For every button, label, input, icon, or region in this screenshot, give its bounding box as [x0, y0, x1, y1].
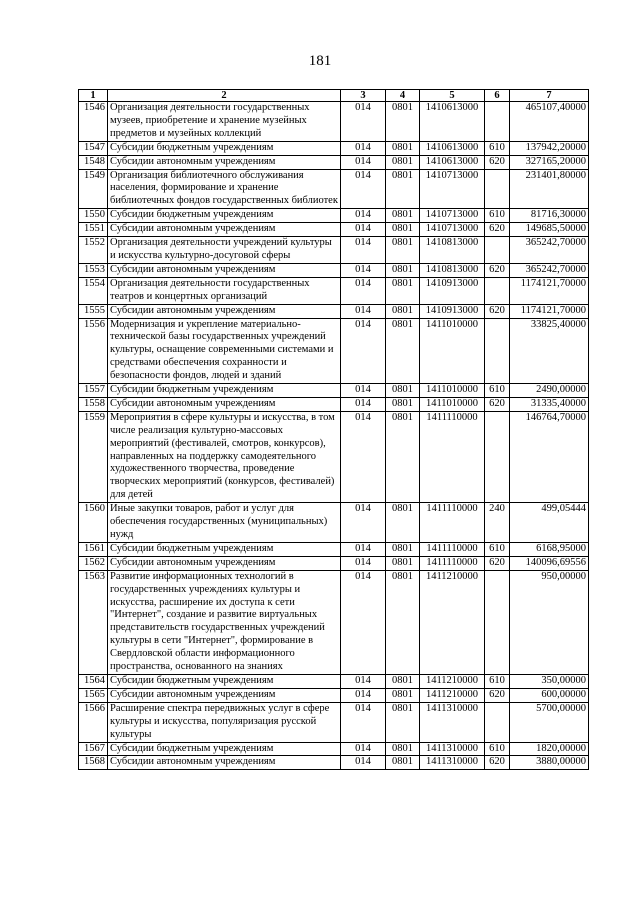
- department-code: 014: [341, 702, 386, 742]
- expense-type-code: 620: [485, 397, 510, 411]
- table-body: [79, 102, 589, 770]
- section-code: 0801: [386, 756, 420, 770]
- department-code: 014: [341, 570, 386, 674]
- section-code: 0801: [386, 141, 420, 155]
- department-code: 014: [341, 384, 386, 398]
- expense-type-code: 610: [485, 384, 510, 398]
- table-row: [79, 169, 589, 209]
- amount: 365242,70000: [510, 263, 589, 277]
- section-code: 0801: [386, 237, 420, 264]
- row-name: Модернизация и укрепление материально-технической базы государственных учреждений культуры, оснащение современными системами и средствами обеспечения сохранности и безопасности фондов, людей и зданий: [108, 318, 341, 384]
- column-header: 3: [341, 90, 386, 102]
- amount: 140096,69556: [510, 556, 589, 570]
- table-row: [79, 277, 589, 304]
- amount: 31335,40000: [510, 397, 589, 411]
- table-row: [79, 503, 589, 543]
- row-number: 1559: [79, 411, 108, 502]
- row-name: Организация библиотечного обслуживания населения, формирование и хранение библиотечных фондов государственных библиотек: [108, 169, 341, 209]
- expense-type-code: 620: [485, 556, 510, 570]
- row-number: 1558: [79, 397, 108, 411]
- department-code: 014: [341, 411, 386, 502]
- department-code: 014: [341, 263, 386, 277]
- section-code: 0801: [386, 702, 420, 742]
- row-number: 1568: [79, 756, 108, 770]
- table-row: [79, 688, 589, 702]
- table-row: [79, 542, 589, 556]
- expense-type-code: 620: [485, 223, 510, 237]
- expense-type-code: 620: [485, 263, 510, 277]
- expense-type-code: 610: [485, 542, 510, 556]
- row-number: 1556: [79, 318, 108, 384]
- amount: 465107,40000: [510, 102, 589, 142]
- amount: 81716,30000: [510, 209, 589, 223]
- section-code: 0801: [386, 102, 420, 142]
- expense-type-code: [485, 102, 510, 142]
- target-item-code: 1411210000: [420, 674, 485, 688]
- table-row: [79, 556, 589, 570]
- target-item-code: 1411210000: [420, 570, 485, 674]
- expense-type-code: 610: [485, 209, 510, 223]
- target-item-code: 1410713000: [420, 223, 485, 237]
- row-number: 1547: [79, 141, 108, 155]
- section-code: 0801: [386, 384, 420, 398]
- table-row: [79, 318, 589, 384]
- row-name: Субсидии бюджетным учреждениям: [108, 542, 341, 556]
- target-item-code: 1411210000: [420, 688, 485, 702]
- row-number: 1565: [79, 688, 108, 702]
- target-item-code: 1410913000: [420, 304, 485, 318]
- table-row: [79, 756, 589, 770]
- amount: 327165,20000: [510, 155, 589, 169]
- amount: 600,00000: [510, 688, 589, 702]
- target-item-code: 1410913000: [420, 277, 485, 304]
- table-row: [79, 674, 589, 688]
- section-code: 0801: [386, 503, 420, 543]
- department-code: 014: [341, 756, 386, 770]
- row-number: 1555: [79, 304, 108, 318]
- amount: 365242,70000: [510, 237, 589, 264]
- target-item-code: 1411010000: [420, 384, 485, 398]
- table-row: [79, 263, 589, 277]
- section-code: 0801: [386, 556, 420, 570]
- department-code: 014: [341, 155, 386, 169]
- table-row: [79, 155, 589, 169]
- target-item-code: 1411110000: [420, 503, 485, 543]
- row-name: Организация деятельности государственных музеев, приобретение и хранение музейных предметов и музейных коллекций: [108, 102, 341, 142]
- row-name: Субсидии бюджетным учреждениям: [108, 141, 341, 155]
- row-name: Субсидии автономным учреждениям: [108, 556, 341, 570]
- expense-type-code: 240: [485, 503, 510, 543]
- row-number: 1549: [79, 169, 108, 209]
- expense-type-code: [485, 318, 510, 384]
- section-code: 0801: [386, 542, 420, 556]
- row-number: 1562: [79, 556, 108, 570]
- target-item-code: 1410813000: [420, 263, 485, 277]
- department-code: 014: [341, 102, 386, 142]
- column-header: 1: [79, 90, 108, 102]
- expense-type-code: [485, 411, 510, 502]
- amount: 33825,40000: [510, 318, 589, 384]
- expense-type-code: [485, 702, 510, 742]
- section-code: 0801: [386, 304, 420, 318]
- column-header: 2: [108, 90, 341, 102]
- amount: 1174121,70000: [510, 277, 589, 304]
- row-number: 1563: [79, 570, 108, 674]
- target-item-code: 1410713000: [420, 169, 485, 209]
- section-code: 0801: [386, 277, 420, 304]
- target-item-code: 1411110000: [420, 542, 485, 556]
- table-row: [79, 102, 589, 142]
- row-name: Субсидии автономным учреждениям: [108, 688, 341, 702]
- department-code: 014: [341, 674, 386, 688]
- amount: 499,05444: [510, 503, 589, 543]
- department-code: 014: [341, 237, 386, 264]
- department-code: 014: [341, 397, 386, 411]
- amount: 1174121,70000: [510, 304, 589, 318]
- section-code: 0801: [386, 688, 420, 702]
- amount: 2490,00000: [510, 384, 589, 398]
- header-row: [79, 90, 589, 102]
- expense-type-code: 610: [485, 674, 510, 688]
- table-row: [79, 411, 589, 502]
- department-code: 014: [341, 277, 386, 304]
- row-number: 1554: [79, 277, 108, 304]
- expense-type-code: 620: [485, 304, 510, 318]
- row-number: 1561: [79, 542, 108, 556]
- department-code: 014: [341, 209, 386, 223]
- table-row: [79, 397, 589, 411]
- row-name: Субсидии бюджетным учреждениям: [108, 209, 341, 223]
- target-item-code: 1410613000: [420, 155, 485, 169]
- row-name: Субсидии автономным учреждениям: [108, 223, 341, 237]
- department-code: 014: [341, 542, 386, 556]
- amount: 350,00000: [510, 674, 589, 688]
- department-code: 014: [341, 223, 386, 237]
- expense-type-code: [485, 570, 510, 674]
- department-code: 014: [341, 141, 386, 155]
- amount: 149685,50000: [510, 223, 589, 237]
- table-row: [79, 237, 589, 264]
- row-name: Субсидии автономным учреждениям: [108, 397, 341, 411]
- row-name: Развитие информационных технологий в государственных учреждениях культуры и искусства, расширение их доступа к сети "Интернет", создание и развитие виртуальных представительств государственных учреждений культуры в сети "Интернет", формирование в Свердловской области информационного пространства, основанного на знаниях: [108, 570, 341, 674]
- row-name: Субсидии автономным учреждениям: [108, 304, 341, 318]
- department-code: 014: [341, 556, 386, 570]
- column-header: 4: [386, 90, 420, 102]
- section-code: 0801: [386, 223, 420, 237]
- page-number: 181: [308, 53, 332, 69]
- expense-type-code: 620: [485, 688, 510, 702]
- row-name: Организация деятельности государственных театров и концертных организаций: [108, 277, 341, 304]
- target-item-code: 1411310000: [420, 742, 485, 756]
- section-code: 0801: [386, 209, 420, 223]
- row-name: Субсидии автономным учреждениям: [108, 756, 341, 770]
- row-name: Субсидии автономным учреждениям: [108, 155, 341, 169]
- target-item-code: 1411310000: [420, 756, 485, 770]
- row-number: 1564: [79, 674, 108, 688]
- section-code: 0801: [386, 169, 420, 209]
- amount: 3880,00000: [510, 756, 589, 770]
- row-name: Субсидии бюджетным учреждениям: [108, 384, 341, 398]
- department-code: 014: [341, 318, 386, 384]
- table-row: [79, 209, 589, 223]
- expense-type-code: 610: [485, 742, 510, 756]
- table-row: [79, 384, 589, 398]
- section-code: 0801: [386, 263, 420, 277]
- table-row: [79, 742, 589, 756]
- row-number: 1566: [79, 702, 108, 742]
- target-item-code: 1411110000: [420, 556, 485, 570]
- row-number: 1548: [79, 155, 108, 169]
- row-name: Расширение спектра передвижных услуг в сфере культуры и искусства, популяризация русской культуры: [108, 702, 341, 742]
- target-item-code: 1411010000: [420, 397, 485, 411]
- column-header: 7: [510, 90, 589, 102]
- amount: 950,00000: [510, 570, 589, 674]
- amount: 6168,95000: [510, 542, 589, 556]
- expense-type-code: 620: [485, 155, 510, 169]
- target-item-code: 1411010000: [420, 318, 485, 384]
- section-code: 0801: [386, 318, 420, 384]
- department-code: 014: [341, 304, 386, 318]
- row-number: 1557: [79, 384, 108, 398]
- row-number: 1546: [79, 102, 108, 142]
- amount: 1820,00000: [510, 742, 589, 756]
- row-name: Мероприятия в сфере культуры и искусства, в том числе реализация культурно-массовых мероприятий (фестивалей, смотров, конкурсов), направленных на поддержку самодеятельного художественного творчества, проведение творческих мероприятий (конкурсов, фестивалей) для детей: [108, 411, 341, 502]
- column-header: 5: [420, 90, 485, 102]
- target-item-code: 1411110000: [420, 411, 485, 502]
- row-number: 1560: [79, 503, 108, 543]
- row-number: 1551: [79, 223, 108, 237]
- department-code: 014: [341, 503, 386, 543]
- department-code: 014: [341, 742, 386, 756]
- section-code: 0801: [386, 411, 420, 502]
- table-row: [79, 702, 589, 742]
- row-name: Субсидии бюджетным учреждениям: [108, 742, 341, 756]
- expense-type-code: 610: [485, 141, 510, 155]
- target-item-code: 1410613000: [420, 102, 485, 142]
- row-name: Иные закупки товаров, работ и услуг для обеспечения государственных (муниципальных) нужд: [108, 503, 341, 543]
- target-item-code: 1411310000: [420, 702, 485, 742]
- row-name: Организация деятельности учреждений культуры и искусства культурно-досуговой сферы: [108, 237, 341, 264]
- expense-type-code: [485, 237, 510, 264]
- amount: 5700,00000: [510, 702, 589, 742]
- amount: 137942,20000: [510, 141, 589, 155]
- target-item-code: 1410613000: [420, 141, 485, 155]
- expense-type-code: [485, 169, 510, 209]
- department-code: 014: [341, 688, 386, 702]
- row-number: 1552: [79, 237, 108, 264]
- column-header: 6: [485, 90, 510, 102]
- expense-type-code: [485, 277, 510, 304]
- target-item-code: 1410813000: [420, 237, 485, 264]
- table-row: [79, 570, 589, 674]
- section-code: 0801: [386, 397, 420, 411]
- row-name: Субсидии бюджетным учреждениям: [108, 674, 341, 688]
- row-name: Субсидии автономным учреждениям: [108, 263, 341, 277]
- amount: 146764,70000: [510, 411, 589, 502]
- department-code: 014: [341, 169, 386, 209]
- expense-type-code: 620: [485, 756, 510, 770]
- row-number: 1553: [79, 263, 108, 277]
- row-number: 1567: [79, 742, 108, 756]
- section-code: 0801: [386, 742, 420, 756]
- target-item-code: 1410713000: [420, 209, 485, 223]
- section-code: 0801: [386, 674, 420, 688]
- table-row: [79, 304, 589, 318]
- table-row: [79, 141, 589, 155]
- amount: 231401,80000: [510, 169, 589, 209]
- section-code: 0801: [386, 155, 420, 169]
- row-number: 1550: [79, 209, 108, 223]
- section-code: 0801: [386, 570, 420, 674]
- table-row: [79, 223, 589, 237]
- budget-table: [78, 89, 589, 770]
